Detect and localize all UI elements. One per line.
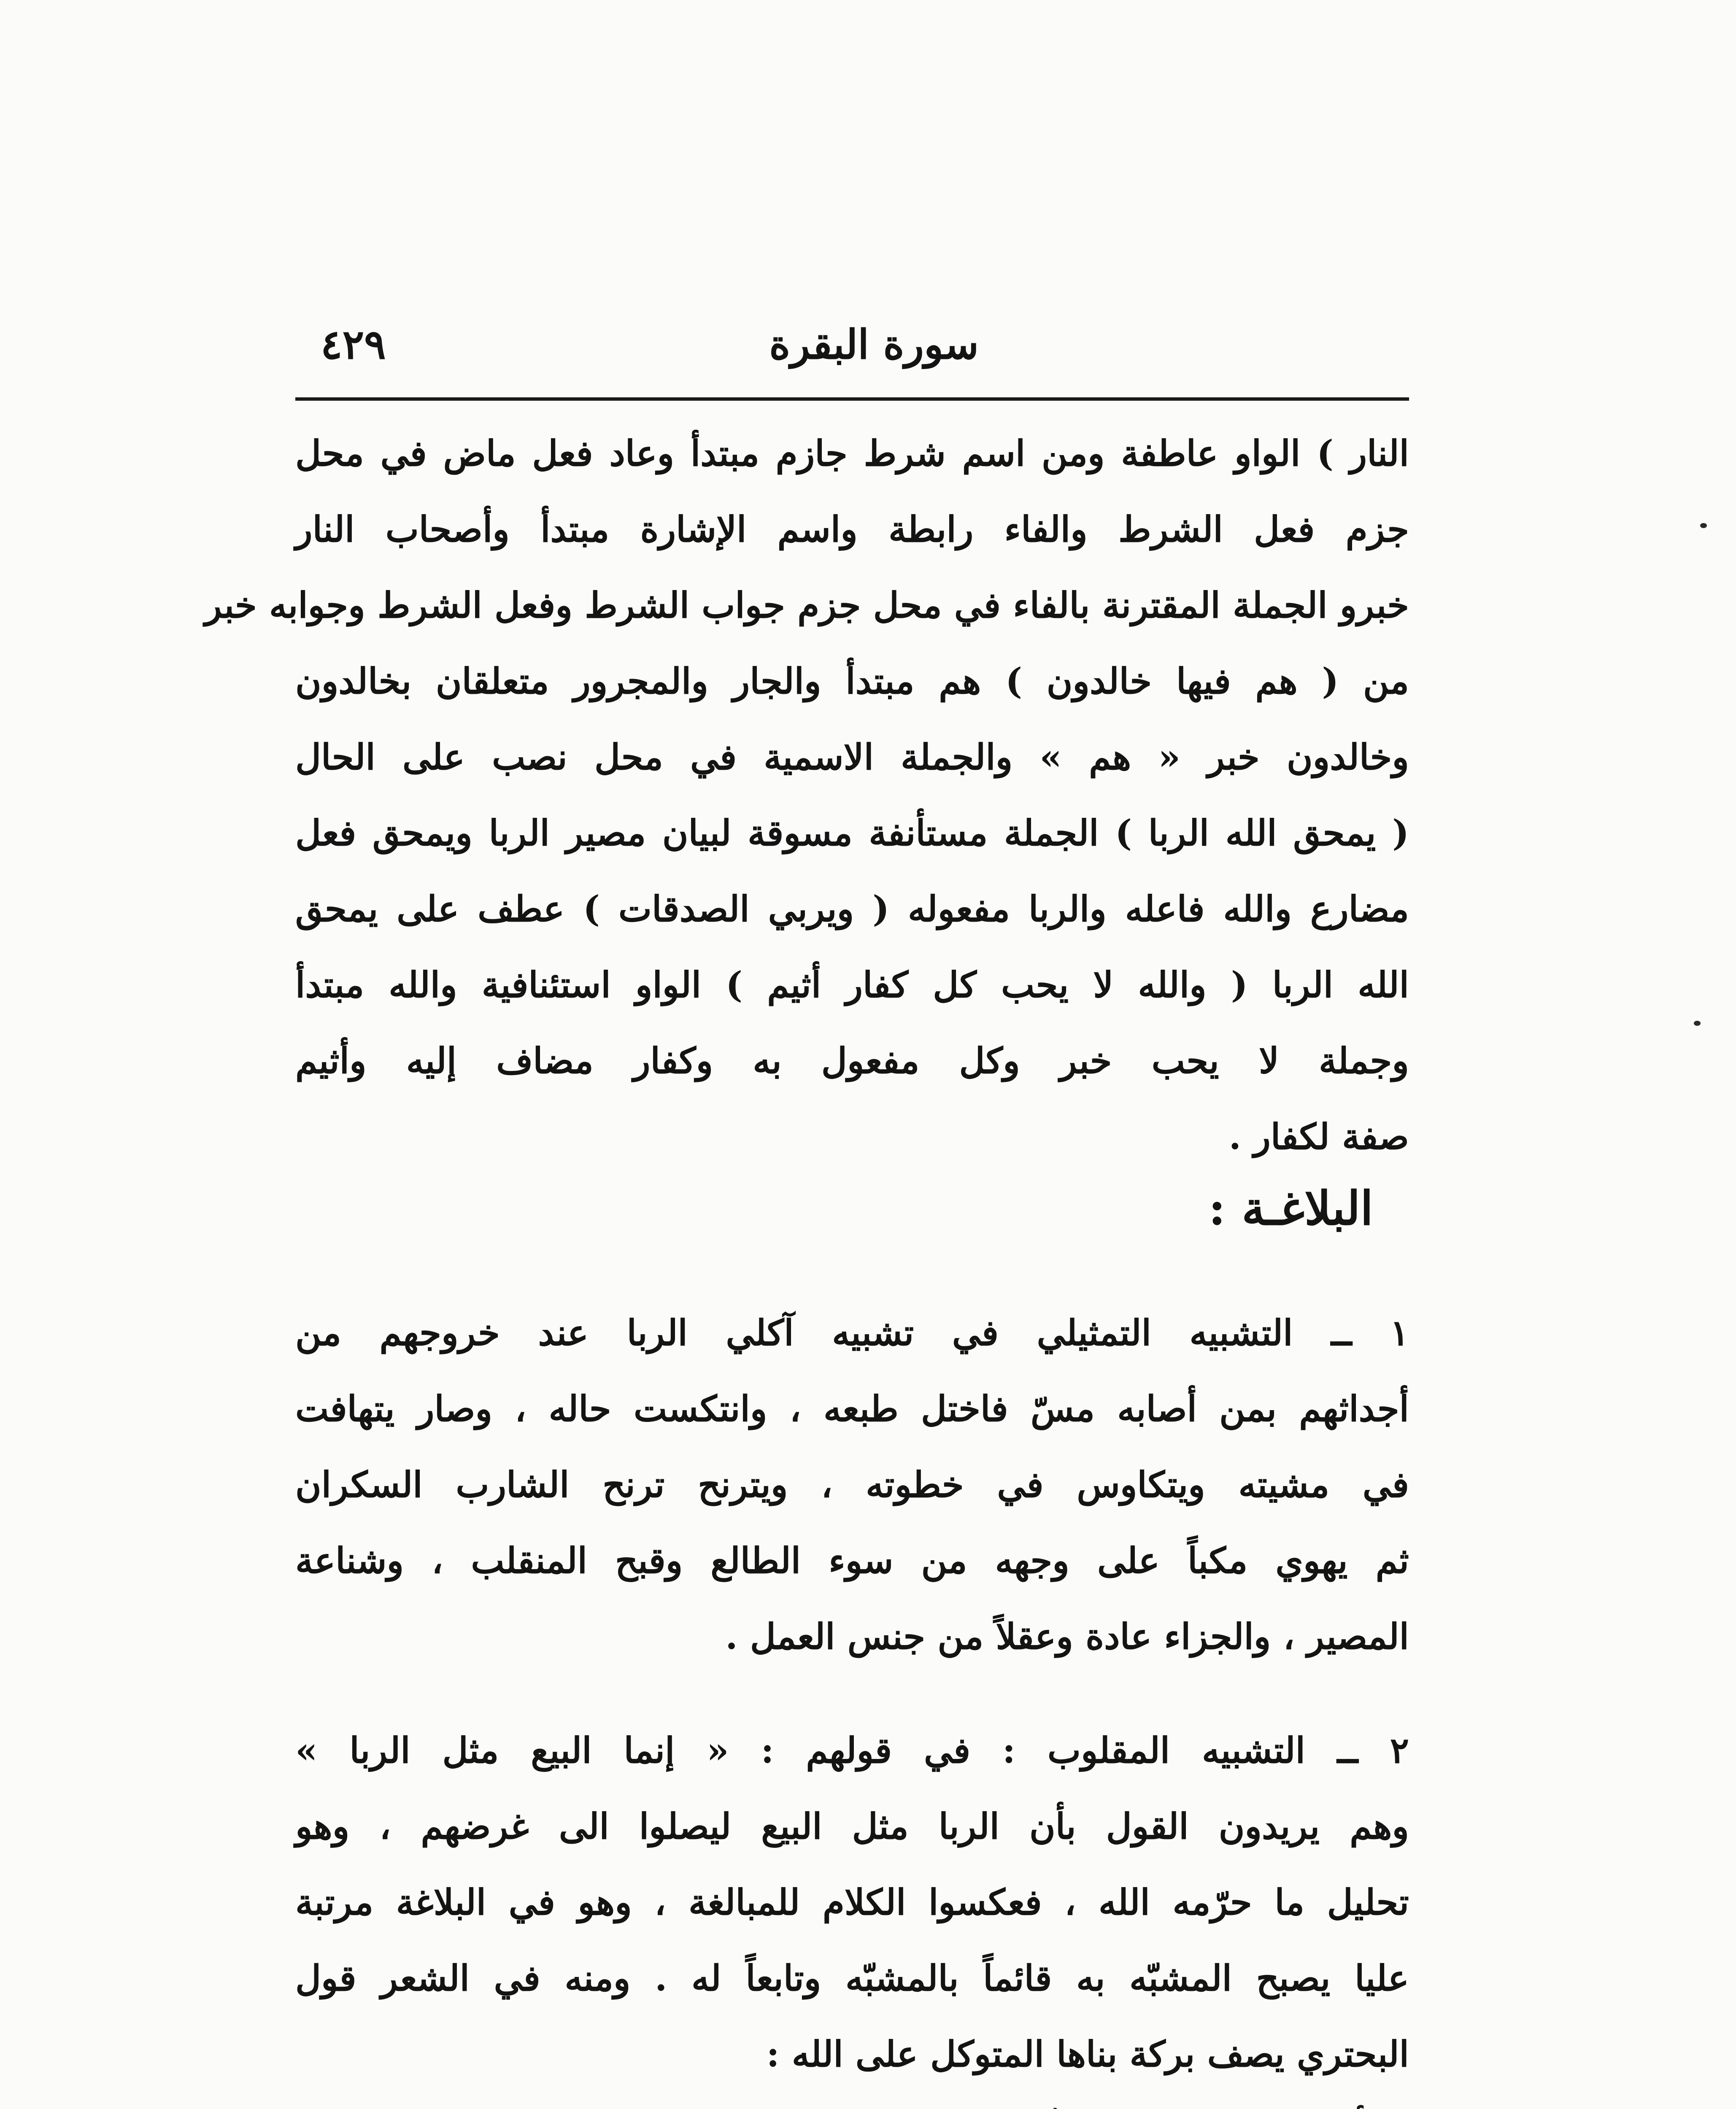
section-heading: البلاغـة : [1208,1181,1373,1235]
text-line: في مشيته ويتكاوس في خطوته ، ويترنح ترنح الشارب السكران [295,1464,1409,1505]
text-line: الله الربا ( والله لا يحب كل كفار أثيم ) الواو استئنافية والله مبتدأ [295,964,1409,1006]
text-line: المصير ، والجزاء عادة وعقلاً من جنس العمل . [725,1615,1409,1657]
text-line: وهم يريدون القول بأن الربا مثل البيع ليصلوا الى غرضهم ، وهو [295,1805,1409,1847]
text-line: خبرو الجملة المقترنة بالفاء في محل جزم جواب الشرط وفعل الشرط وجوابه خبر [205,584,1409,626]
text-line: صفة لكفار . [1228,1116,1409,1157]
text-line: ٢ ــ التشبيه المقلوب : في قولهم : « إنما البيع مثل الربا » [295,1729,1409,1771]
text-line: تحليل ما حرّمه الله ، فعكسوا الكلام للمبالغة ، وهو في البلاغة مرتبة [295,1881,1409,1923]
text-line: ثم يهوي مكباً على وجهه من سوء الطالع وقبح المنقلب ، وشناعة [295,1540,1409,1581]
rhetoric-paragraph-1 [295,1295,1409,1675]
text-line: ١ ــ التشبيه التمثيلي في تشبيه آكلي الربا عند خروجهم من [295,1312,1409,1354]
text-line: النار ) الواو عاطفة ومن اسم شرط جازم مبتدأ وعاد فعل ماض في محل [295,432,1409,474]
text-line: البحتري يصف بركة بناها المتوكل على الله : [766,2033,1409,2075]
header-rule [295,397,1409,401]
scan-mark [1694,1021,1701,1026]
rhetoric-paragraph-2 [295,1713,1409,2092]
text-line: ( يمحق الله الربا ) الجملة مستأنفة مسوقة لبيان مصير الربا ويمحق فعل [295,812,1409,854]
scan-mark [1700,523,1707,528]
text-line: وخالدون خبر « هم » والجملة الاسمية في محل نصب على الحال [295,736,1409,778]
irab-paragraph [205,415,1409,1175]
surah-title: سورة البقرة [769,321,979,368]
text-line: عليا يصبح المشبّه به قائماً بالمشبّه وتابعاً له . ومنه في الشعر قول [295,1957,1409,1999]
text-line: وجملة لا يحب خبر وكل مفعول به وكفار مضاف إليه وأثيم [295,1040,1409,1081]
text-line: جزم فعل الشرط والفاء رابطة واسم الإشارة مبتدأ وأصحاب النار [295,508,1409,550]
text-line: أجداثهم بمن أصابه مسّ فاختل طبعه ، وانتكست حاله ، وصار يتهافت [295,1388,1409,1429]
page-number: ٤٢٩ [321,321,386,368]
page-header [295,312,1409,396]
text-line: مضارع والله فاعله والربا مفعوله ( ويربي الصدقات ) عطف على يمحق [295,888,1409,930]
text-line: من ( هم فيها خالدون ) هم مبتدأ والجار والمجرور متعلقان بخالدون [295,660,1409,702]
